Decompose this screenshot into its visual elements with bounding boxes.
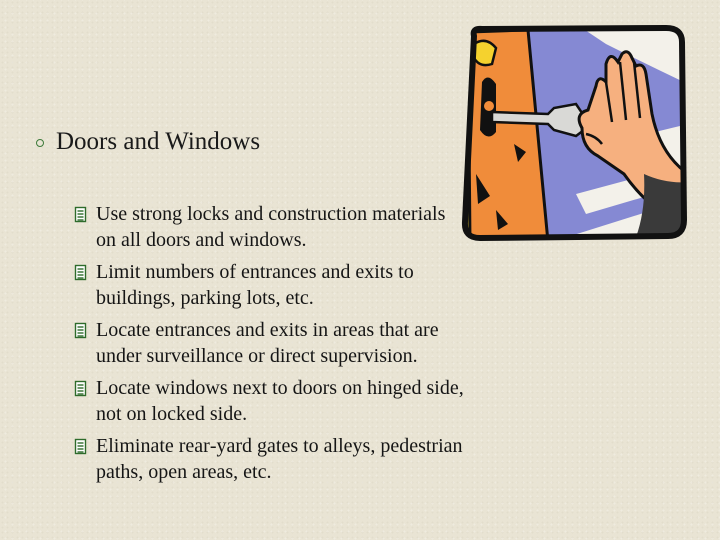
notepad-bullet-icon: [74, 264, 87, 281]
bullet-text: Locate entrances and exits in areas that are under surveillance or direct supervision.: [96, 319, 439, 367]
slide-heading: [36, 128, 260, 156]
notepad-bullet-icon: [74, 322, 87, 339]
bullet-text: Locate windows next to doors on hinged side, not on locked side.: [96, 377, 464, 425]
hand-key-lock-clipart: [456, 24, 688, 242]
bullet-item: [74, 434, 464, 485]
bullet-item: [74, 376, 464, 427]
bullet-text: Limit numbers of entrances and exits to buildings, parking lots, etc.: [96, 261, 414, 309]
notepad-bullet-icon: [74, 438, 87, 455]
bullet-list: [74, 202, 464, 492]
notepad-bullet-icon: [74, 380, 87, 397]
heading-text: Doors and Windows: [56, 128, 261, 155]
notepad-bullet-icon: [74, 206, 87, 223]
bullet-text: Use strong locks and construction materials on all doors and windows.: [96, 203, 446, 251]
circle-bullet-icon: [36, 139, 44, 147]
bullet-item: [74, 202, 464, 253]
bullet-text: Eliminate rear‑yard gates to alleys, pedestrian paths, open areas, etc.: [96, 435, 463, 483]
bullet-item: [74, 260, 464, 311]
bullet-item: [74, 318, 464, 369]
